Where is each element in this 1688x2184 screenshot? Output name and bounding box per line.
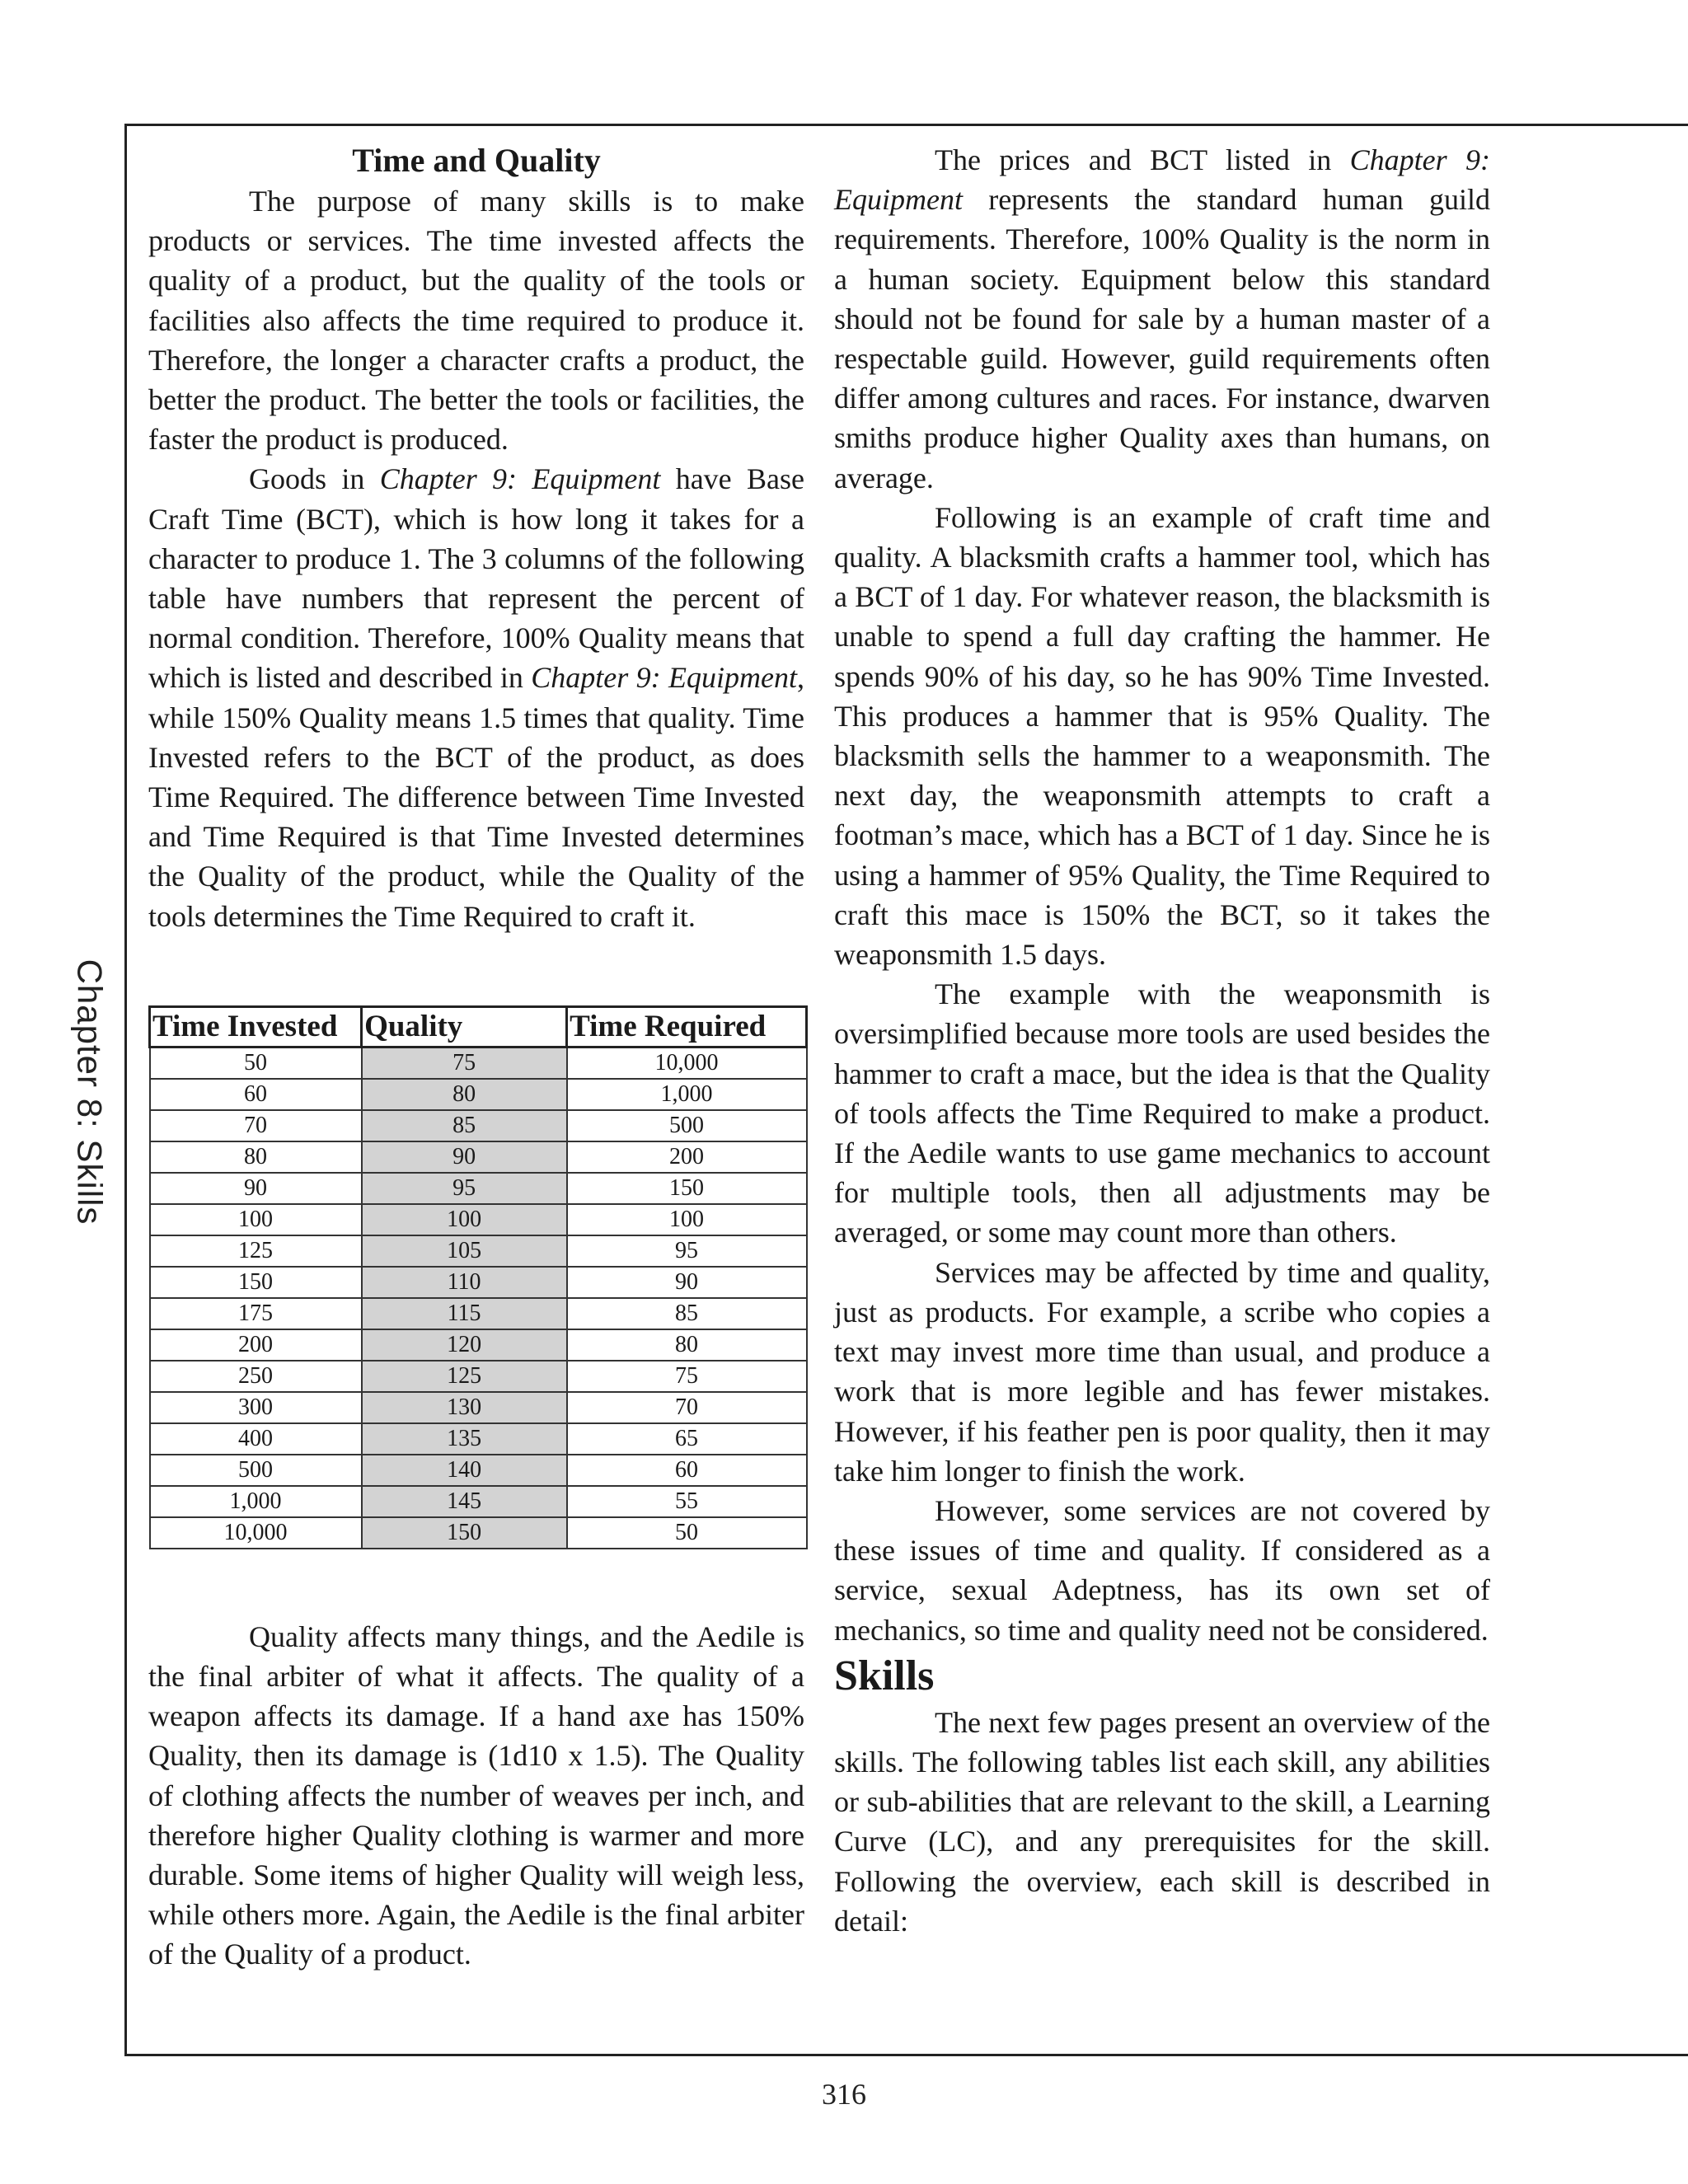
cell-time-required: 65 [567, 1423, 807, 1455]
cell-quality: 125 [362, 1361, 567, 1392]
table-row [150, 1517, 807, 1549]
right-p1-ref: Chapter 9: Equipment [834, 143, 1490, 217]
right-column [834, 140, 1490, 1941]
left-paragraph-2 [148, 459, 804, 935]
cell-time-invested: 60 [150, 1079, 362, 1110]
cell-time-required: 90 [567, 1267, 807, 1298]
left-p2-text-a: Goods in [249, 462, 380, 496]
header-time-required: Time Required [567, 1006, 807, 1047]
table-row [150, 1173, 807, 1204]
cell-quality: 100 [362, 1204, 567, 1235]
table-row [150, 1235, 807, 1267]
right-p1-text-c: represents the standard human guild requirements. Therefore, 100% Quality is the norm in a human society. Equipment below this standard should not be found for sale by a human master of a respectable guild. However, guild requirements often differ among cultures and races. For instance, dwarven smiths produce higher Quality axes than humans, on average. [834, 183, 1490, 494]
right-paragraph-1 [834, 140, 1490, 498]
cell-time-invested: 80 [150, 1141, 362, 1173]
cell-time-invested: 100 [150, 1204, 362, 1235]
right-paragraph-2: Following is an example of craft time and quality. A blacksmith crafts a hammer tool, which has a BCT of 1 day. For whatever reason, the blacksmith is unable to spend a full day crafting the hammer. He spends 90% of his day, so he has 90% Time Invested. This produces a hammer that is 95% Quality. The blacksmith sells the hammer to a weaponsmith. The next day, the weaponsmith attempts to craft a footman’s mace, which has a BCT of 1 day. Since he is using a hammer of 95% Quality, the Time Required to craft this mace is 150% the BCT, so it takes the weaponsmith 1.5 days. [834, 500, 1490, 972]
cell-time-invested: 200 [150, 1329, 362, 1361]
table-row [150, 1455, 807, 1486]
cell-time-required: 200 [567, 1141, 807, 1173]
cell-time-required: 60 [567, 1455, 807, 1486]
table-row [150, 1329, 807, 1361]
cell-time-required: 150 [567, 1173, 807, 1204]
right-paragraph-6: The next few pages present an overview of the skills. The following tables list each skill, any abilities or sub-abilities that are relevant to the skill, a Learning Curve (LC), and any prerequisites for the skill. Following the overview, each skill is described in detail: [834, 1705, 1490, 1938]
cell-time-invested: 300 [150, 1392, 362, 1423]
cell-quality: 135 [362, 1423, 567, 1455]
cell-quality: 110 [362, 1267, 567, 1298]
cell-time-invested: 500 [150, 1455, 362, 1486]
cell-time-required: 55 [567, 1486, 807, 1517]
cell-time-invested: 150 [150, 1267, 362, 1298]
cell-time-invested: 90 [150, 1173, 362, 1204]
cell-quality: 145 [362, 1486, 567, 1517]
table-row [150, 1361, 807, 1392]
table-row [150, 1298, 807, 1329]
left-p2-ref-2: Chapter 9: Equipment [531, 661, 797, 695]
cell-time-invested: 250 [150, 1361, 362, 1392]
cell-quality: 120 [362, 1329, 567, 1361]
table-header-row [150, 1006, 807, 1047]
cell-time-required: 50 [567, 1517, 807, 1549]
cell-time-invested: 1,000 [150, 1486, 362, 1517]
right-p1-text-a: The prices and BCT listed in [935, 143, 1350, 176]
cell-quality: 95 [362, 1173, 567, 1204]
cell-time-required: 75 [567, 1361, 807, 1392]
cell-time-required: 80 [567, 1329, 807, 1361]
header-quality: Quality [362, 1006, 567, 1047]
table-row [150, 1110, 807, 1141]
header-time-invested: Time Invested [150, 1006, 362, 1047]
page-number: 316 [822, 2078, 866, 2111]
cell-time-required: 70 [567, 1392, 807, 1423]
cell-quality: 130 [362, 1392, 567, 1423]
cell-quality: 150 [362, 1517, 567, 1549]
left-p2-ref-1: Chapter 9: Equipment [379, 462, 661, 496]
cell-quality: 75 [362, 1047, 567, 1079]
right-paragraph-5: However, some services are not covered by these issues of time and quality. If considered as a service, sexual Adeptness, has its own set of mechanics, so time and quality need not be considered. [834, 1493, 1490, 1647]
table-row [150, 1392, 807, 1423]
table-row [150, 1423, 807, 1455]
cell-time-required: 1,000 [567, 1079, 807, 1110]
chapter-side-label-text: Chapter 8: Skills [70, 958, 110, 1226]
right-paragraph-3: The example with the weaponsmith is oversimplified because more tools are used besides the hammer to craft a mace, but the idea is that the Quality of tools affects the Time Required to make a product. If the Aedile wants to use game mechanics to account for multiple tools, then all adjustments may be averaged, or some may count more than others. [834, 977, 1490, 1249]
cell-quality: 90 [362, 1141, 567, 1173]
cell-time-invested: 125 [150, 1235, 362, 1267]
section-heading-time-and-quality: Time and Quality [352, 142, 601, 179]
left-paragraph-3: Quality affects many things, and the Aedile is the final arbiter of what it affects. The quality of a weapon affects its damage. If a hand axe has 150% Quality, then its damage is (1d10 x 1.5). The Quality of clothing affects the number of weaves per inch, and therefore higher Quality clothing is warmer and more durable. Some items of higher Quality will weigh less, while others more. Again, the Aedile is the final arbiter of the Quality of a product. [148, 1619, 804, 1971]
left-p2-text-c: have Base Craft Time (BCT), which is how long it takes for a character to produce 1. The 3 columns of the following table have numbers that represent the percent of normal condition. Therefore, 100% Quality means that which is listed and described in [148, 462, 804, 695]
left-paragraph-1: The purpose of many skills is to make products or services. The time invested affects the quality of a product, but the quality of the tools or facilities also affects the time required to produce it. Therefore, the longer a character crafts a product, the better the product. The better the tools or facilities, the faster the product is produced. [148, 185, 804, 457]
cell-time-invested: 70 [150, 1110, 362, 1141]
cell-quality: 105 [362, 1235, 567, 1267]
cell-time-required: 10,000 [567, 1047, 807, 1079]
cell-quality: 140 [362, 1455, 567, 1486]
cell-time-invested: 175 [150, 1298, 362, 1329]
section-heading-skills: Skills [834, 1652, 935, 1699]
cell-time-required: 85 [567, 1298, 807, 1329]
cell-quality: 115 [362, 1298, 567, 1329]
table-row [150, 1079, 807, 1110]
cell-time-required: 100 [567, 1204, 807, 1235]
cell-time-required: 95 [567, 1235, 807, 1267]
cell-time-invested: 10,000 [150, 1517, 362, 1549]
cell-time-required: 500 [567, 1110, 807, 1141]
table-row [150, 1141, 807, 1173]
left-p2-text-e: , while 150% Quality means 1.5 times that quality. Time Invested refers to the BCT of the product, as does Time Required. The difference between Time Invested and Time Required is that Time Invested determines the Quality of the product, while the Quality of the tools determines the Time Required to craft it. [148, 661, 804, 933]
table-row [150, 1486, 807, 1517]
cell-time-invested: 400 [150, 1423, 362, 1455]
chapter-side-label [40, 956, 138, 1228]
table-row [150, 1267, 807, 1298]
cell-quality: 85 [362, 1110, 567, 1141]
table-row [150, 1047, 807, 1079]
cell-quality: 80 [362, 1079, 567, 1110]
table-row [150, 1204, 807, 1235]
left-column [148, 140, 804, 1975]
cell-time-invested: 50 [150, 1047, 362, 1079]
right-paragraph-4: Services may be affected by time and quality, just as products. For example, a scribe who copies a text may invest more time than usual, and produce a work that is more legible and has fewer mistakes. However, if his feather pen is poor quality, then it may take him longer to finish the work. [834, 1255, 1490, 1488]
time-quality-table [148, 1005, 808, 1549]
